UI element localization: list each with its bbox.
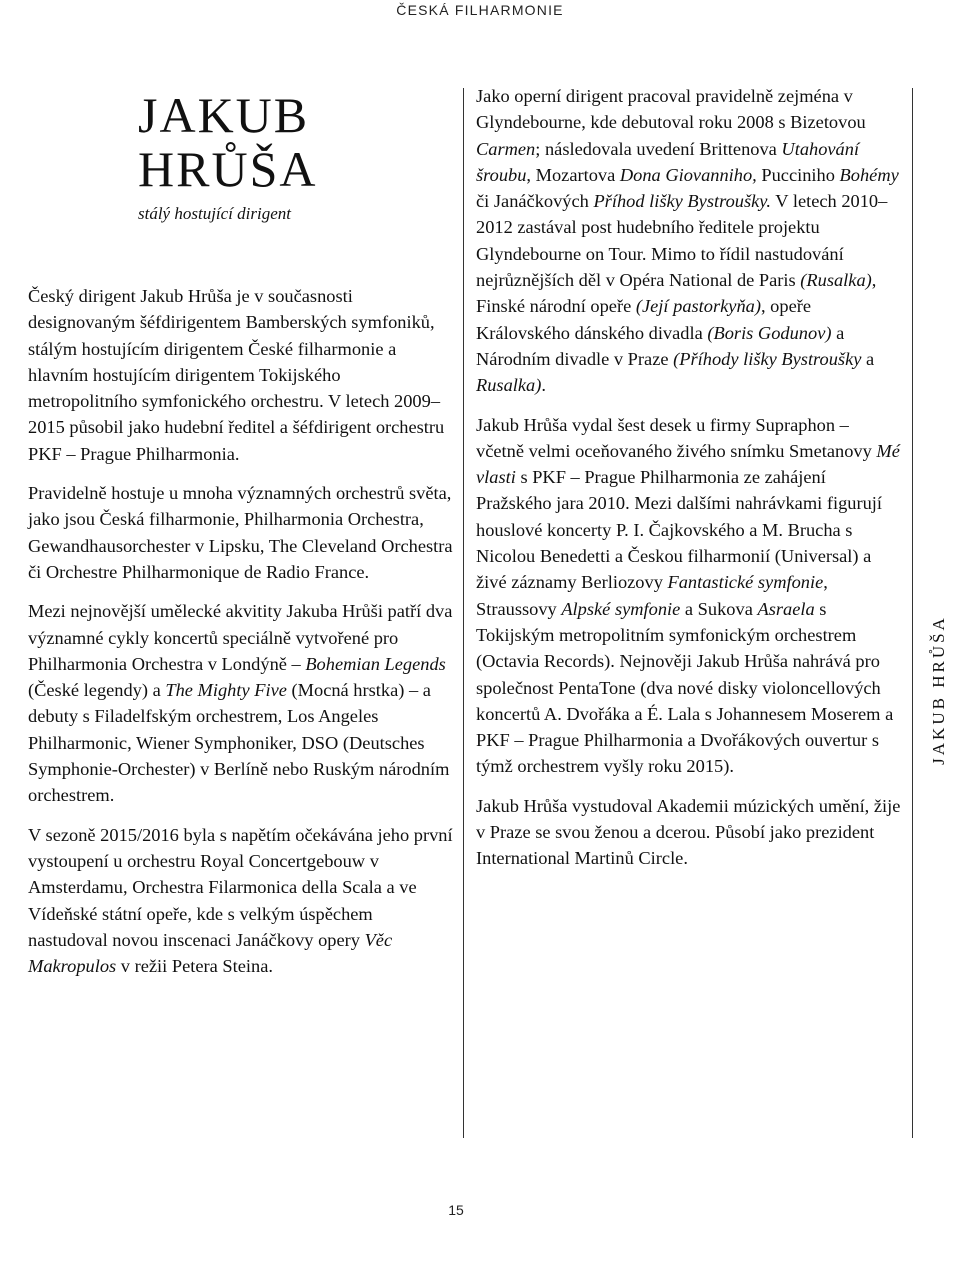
column-divider-left [463, 88, 464, 1138]
side-title-text: JAKUB HRŮŠA [929, 615, 949, 765]
paragraph: Jakub Hrůša vystudoval Akademii múzických umění, žije v Praze se svou ženou a dcerou. Působí jako prezident International Martinů Circle. [476, 795, 901, 869]
title-last-name: HRŮŠA [138, 141, 318, 197]
page-number: 15 [448, 1202, 464, 1218]
page-title [138, 88, 317, 196]
title-first-name: JAKUB [138, 87, 310, 143]
paragraph: V sezoně 2015/2016 byla s napětím očekávána jeho první vystoupení u orchestru Royal Concertgebouw v Amsterdamu, Orchestra Filarmonica della Scala a ve Vídeňské státní opeře, kde s velkým úspěchem nastudoval novou inscenaci Janáčkovy opery Věc Makropulos v režii Petera Steina. [28, 824, 453, 977]
right-column [476, 83, 901, 885]
paragraph: Jakub Hrůša vydal šest desek u firmy Supraphon – včetně velmi oceňovaného živého snímku Smetanovy Mé vlasti s PKF – Prague Philharmonia ze zahájení Pražského jara 2010. Mezi dalšími nahrávkami figurují houslové koncerty P. I. Čajkovského a M. Brucha s Nicolou Benedetti a Českou filharmonií (Universal) a živé záznamy Berliozovy Fantastické symfonie, Straussovy Alpské symfonie a Sukova Asraela s Tokijským metropolitním symfonickým orchestrem (Octavia Records). Nejnověji Jakub Hrůša nahrává pro společnost PentaTone (dva nové disky violoncellových koncertů A. Dvořáka a É. Lala s Johannesem Moserem a PKF – Prague Philharmonia a Dvořákových ouvertur s týmž orchestrem vyšly roku 2015). [476, 414, 900, 777]
running-header: ČESKÁ FILHARMONIE [396, 2, 564, 18]
paragraph: Pravidelně hostuje u mnoha významných orchestrů světa, jako jsou Česká filharmonie, Philharmonia Orchestra, Gewandhausorchester v Lipsku, The Cleveland Orchestra či Orchestre Philharmonique de Radio France. [28, 483, 453, 582]
subtitle: stálý hostující dirigent [138, 204, 291, 223]
column-divider-right [912, 88, 913, 1138]
side-running-title [924, 600, 954, 780]
paragraph: Jako operní dirigent pracoval pravidelně zejména v Glyndebourne, kde debutoval roku 2008 s Bizetovou Carmen; následovala uvedení Brittenova Utahování šroubu, Mozartova Dona Giovanniho, Pucciniho Bohémy či Janáčkových Příhod lišky Bystroušky. V letech 2010–2012 zastával post hudebního ředitele projektu Glyndebourne on Tour. Mimo to řídil nastudování nejrůznějších děl v Opéra National de Paris (Rusalka), Finské národní opeře (Její pastorkyňa), opeře Královského dánského divadla (Boris Godunov) a Národním divadle v Praze (Příhody lišky Bystroušky a Rusalka). [476, 86, 899, 396]
paragraph: Český dirigent Jakub Hrůša je v současnosti designovaným šéfdirigentem Bamberských symfoniků, stálým hostujícím dirigentem České filharmonie a hlavním hostujícím dirigentem Tokijského metropolitního symfonického orchestru. V letech 2009–2015 působil jako hudební ředitel a šéfdirigent orchestru PKF – Prague Philharmonia. [28, 286, 445, 464]
paragraph: Mezi nejnovější umělecké akvitity Jakuba Hrůši patří dva významné cykly koncertů speciálně vytvořené pro Philharmonia Orchestra v Londýně – Bohemian Legends (České legendy) a The Mighty Five (Mocná hrstka) – a debuty s Filadelfským orchestrem, Los Angeles Philharmonic, Wiener Symphoniker, DSO (Deutsches Symphonie-Orchester) v Berlíně nebo Ruským národním orchestrem. [28, 601, 453, 806]
left-column [28, 283, 453, 992]
